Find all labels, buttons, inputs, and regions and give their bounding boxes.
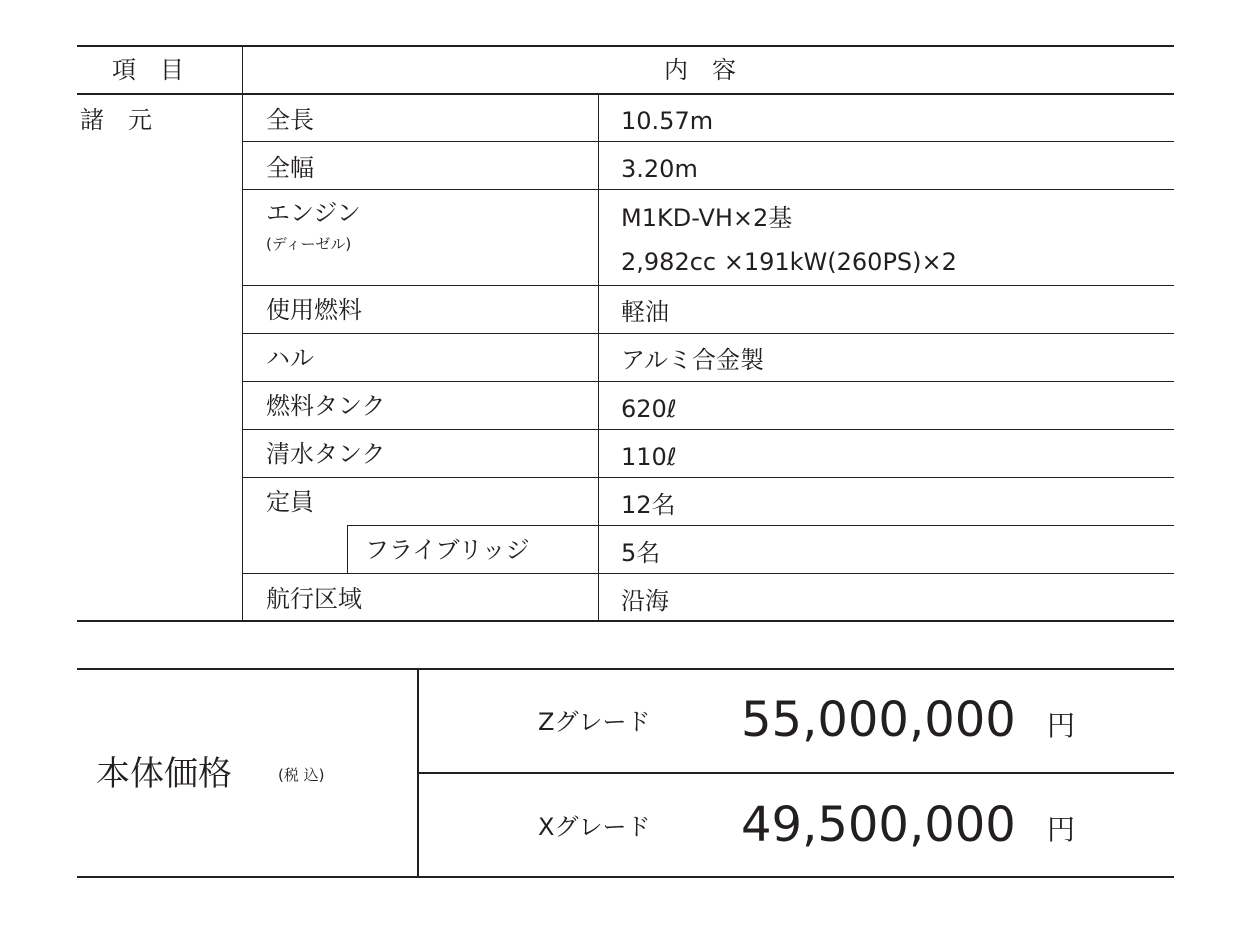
row-divider (243, 285, 1174, 286)
row-divider (243, 141, 1174, 142)
spec-value: 12名 (621, 491, 676, 519)
spec-label: 航行区域 (266, 585, 362, 613)
spec-value: 5名 (621, 539, 661, 567)
spec-label: 全長 (266, 106, 314, 134)
spec-sublabel: (ディーゼル) (266, 235, 352, 253)
price-top-rule (77, 668, 1174, 670)
row-divider (243, 189, 1174, 190)
spec-value: M1KD-VH×2基 (621, 204, 793, 232)
spec-sub-label: フライブリッジ (365, 536, 530, 564)
spec-value: 10.57m (621, 107, 714, 135)
spec-label: 清水タンク (266, 440, 386, 468)
price-label: 本体価格 (96, 754, 232, 794)
column-divider-value (598, 94, 599, 621)
spec-label: エンジン (266, 199, 361, 227)
section-label: 諸 元 (80, 106, 152, 134)
row-divider (243, 573, 1174, 574)
spec-value: 110ℓ (621, 443, 677, 471)
row-divider (243, 381, 1174, 382)
grade-price-unit: 円 (1047, 709, 1076, 742)
header-content: 内 容 (664, 56, 736, 84)
spec-label: 定員 (266, 488, 314, 516)
spec-value: 軽油 (621, 298, 669, 326)
spec-value-line2: 2,982cc ×191kW(260PS)×2 (621, 248, 957, 276)
price-column-divider (417, 669, 419, 877)
spec-label: ハル (266, 344, 314, 372)
spec-label: 全幅 (266, 154, 314, 182)
spec-value: 3.20m (621, 155, 698, 183)
grade-name: Zグレード (538, 708, 651, 736)
grade-name: Xグレード (538, 813, 651, 841)
spec-value: 沿海 (621, 587, 669, 615)
price-mid-rule (418, 772, 1174, 774)
row-divider (243, 477, 1174, 478)
row-divider (243, 333, 1174, 334)
spec-value: 620ℓ (621, 395, 677, 423)
row-divider (243, 429, 1174, 430)
column-divider-item (242, 45, 243, 621)
price-bottom-rule (77, 876, 1174, 878)
grade-price: 55,000,000 (741, 692, 1016, 748)
row-divider-sub (347, 525, 1174, 526)
grade-price-unit: 円 (1047, 813, 1076, 846)
price-tax-note: (税 込) (278, 766, 325, 784)
spec-label: 使用燃料 (266, 296, 362, 324)
grade-price: 49,500,000 (741, 797, 1016, 853)
spec-label: 燃料タンク (266, 392, 386, 420)
spec-value: アルミ合金製 (621, 346, 765, 374)
header-item: 項 目 (112, 56, 184, 84)
subrow-divider (347, 525, 348, 574)
